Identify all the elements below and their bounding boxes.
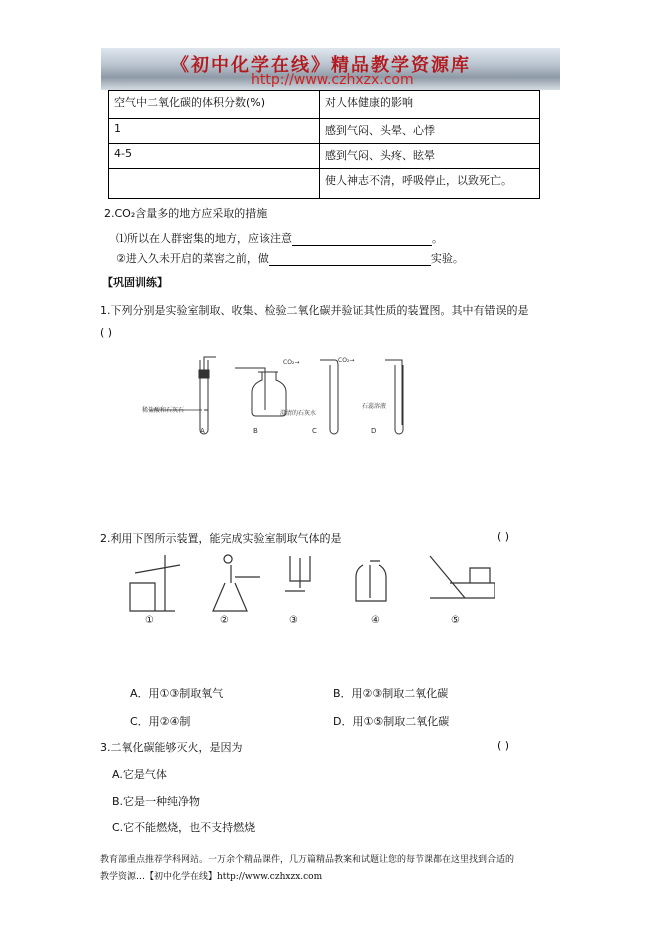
table-cell: 4-5	[109, 144, 320, 169]
answer-blank[interactable]	[269, 265, 431, 266]
measures-title: 2.CO₂含量多的地方应采取的措施	[104, 207, 268, 220]
table-header: 对人体健康的影响	[320, 91, 540, 119]
q3-text: 3.二氧化碳能够灭火，是因为	[100, 741, 243, 754]
table-header-row	[109, 91, 540, 119]
footer-line-1: 教育部重点推荐学科网站。一万余个精品课件，几万篇精品教案和试题让您的每节课都在这里找到合适的	[100, 855, 515, 865]
figure-label-2: ②	[220, 615, 229, 626]
q2-option-b[interactable]: B．用②③制取二氧化碳	[333, 687, 449, 700]
figure-label-a: A	[200, 427, 205, 435]
a-note: 稀盐酸和石灰石	[142, 407, 185, 414]
q3-option-b[interactable]: B.它是一种纯净物	[112, 795, 201, 808]
q2-option-d[interactable]: D．用①⑤制取二氧化碳	[333, 715, 450, 728]
q3-option-c[interactable]: C.它不能燃烧，也不支持燃烧	[112, 821, 256, 834]
measure-item-2-text: ②进入久未开启的菜窖之前，做	[116, 252, 269, 265]
measure-item-1-text: ⑴所以在人群密集的地方，应该注意	[116, 232, 292, 245]
figure-label-b: B	[253, 427, 258, 435]
table-cell: 感到气闷、头疼、眩晕	[320, 144, 540, 169]
q3-answer-paren: ( )	[497, 739, 510, 752]
q2-apparatus-figure	[125, 553, 495, 628]
section-title: 【巩固训练】	[102, 276, 168, 289]
q2-option-c[interactable]: C．用②④制	[130, 715, 191, 728]
c-note: 澄清的石灰水	[280, 410, 317, 417]
answer-blank[interactable]	[292, 245, 432, 246]
q2-text: 2.利用下图所示装置，能完成实验室制取气体的是	[100, 532, 342, 545]
figure-label-d: D	[371, 427, 377, 435]
footer-line-2: 教学资源…【初中化学在线】http://www.czhxzx.com	[100, 872, 323, 882]
measure-item-2-end: 实验。	[430, 252, 464, 265]
table-cell: 使人神志不清，呼吸停止，以致死亡。	[320, 169, 540, 199]
table-row	[109, 169, 540, 199]
measure-item-2	[116, 250, 464, 266]
d-gas-label: CO₂→	[338, 357, 355, 364]
q1-apparatus-figure	[140, 350, 410, 440]
q1-text: 1.下列分别是实验室制取、收集、检验二氧化碳并验证其性质的装置图。其中有错误的是	[100, 304, 529, 317]
table-cell	[109, 169, 320, 199]
measure-item-1-end: 。	[432, 232, 443, 245]
q2-answer-paren: ( )	[497, 530, 510, 543]
q3-option-a[interactable]: A.它是气体	[112, 768, 167, 781]
table-row	[109, 144, 540, 169]
figure-label-4: ④	[371, 615, 380, 626]
figure-label-5: ⑤	[451, 615, 460, 626]
co2-effects-table	[108, 90, 540, 199]
table-cell: 1	[109, 119, 320, 144]
q2-option-a[interactable]: A．用①③制取氧气	[130, 687, 224, 700]
table-header: 空气中二氧化碳的体积分数(%)	[109, 91, 320, 119]
table-row	[109, 119, 540, 144]
d-note: 石蕊溶液	[362, 403, 387, 410]
site-banner	[101, 48, 560, 90]
banner-url: http://www.czhxzx.com	[251, 72, 414, 88]
q1-answer-paren: ( )	[100, 326, 113, 339]
measure-item-1	[116, 230, 443, 246]
figure-label-1: ①	[145, 615, 154, 626]
c-gas-label: CO₂→	[283, 359, 300, 366]
figure-label-c: C	[312, 427, 317, 435]
figure-label-3: ③	[289, 615, 298, 626]
banner-title: 《初中化学在线》精品教学资源库	[171, 55, 471, 76]
table-cell: 感到气闷、头晕、心悸	[320, 119, 540, 144]
